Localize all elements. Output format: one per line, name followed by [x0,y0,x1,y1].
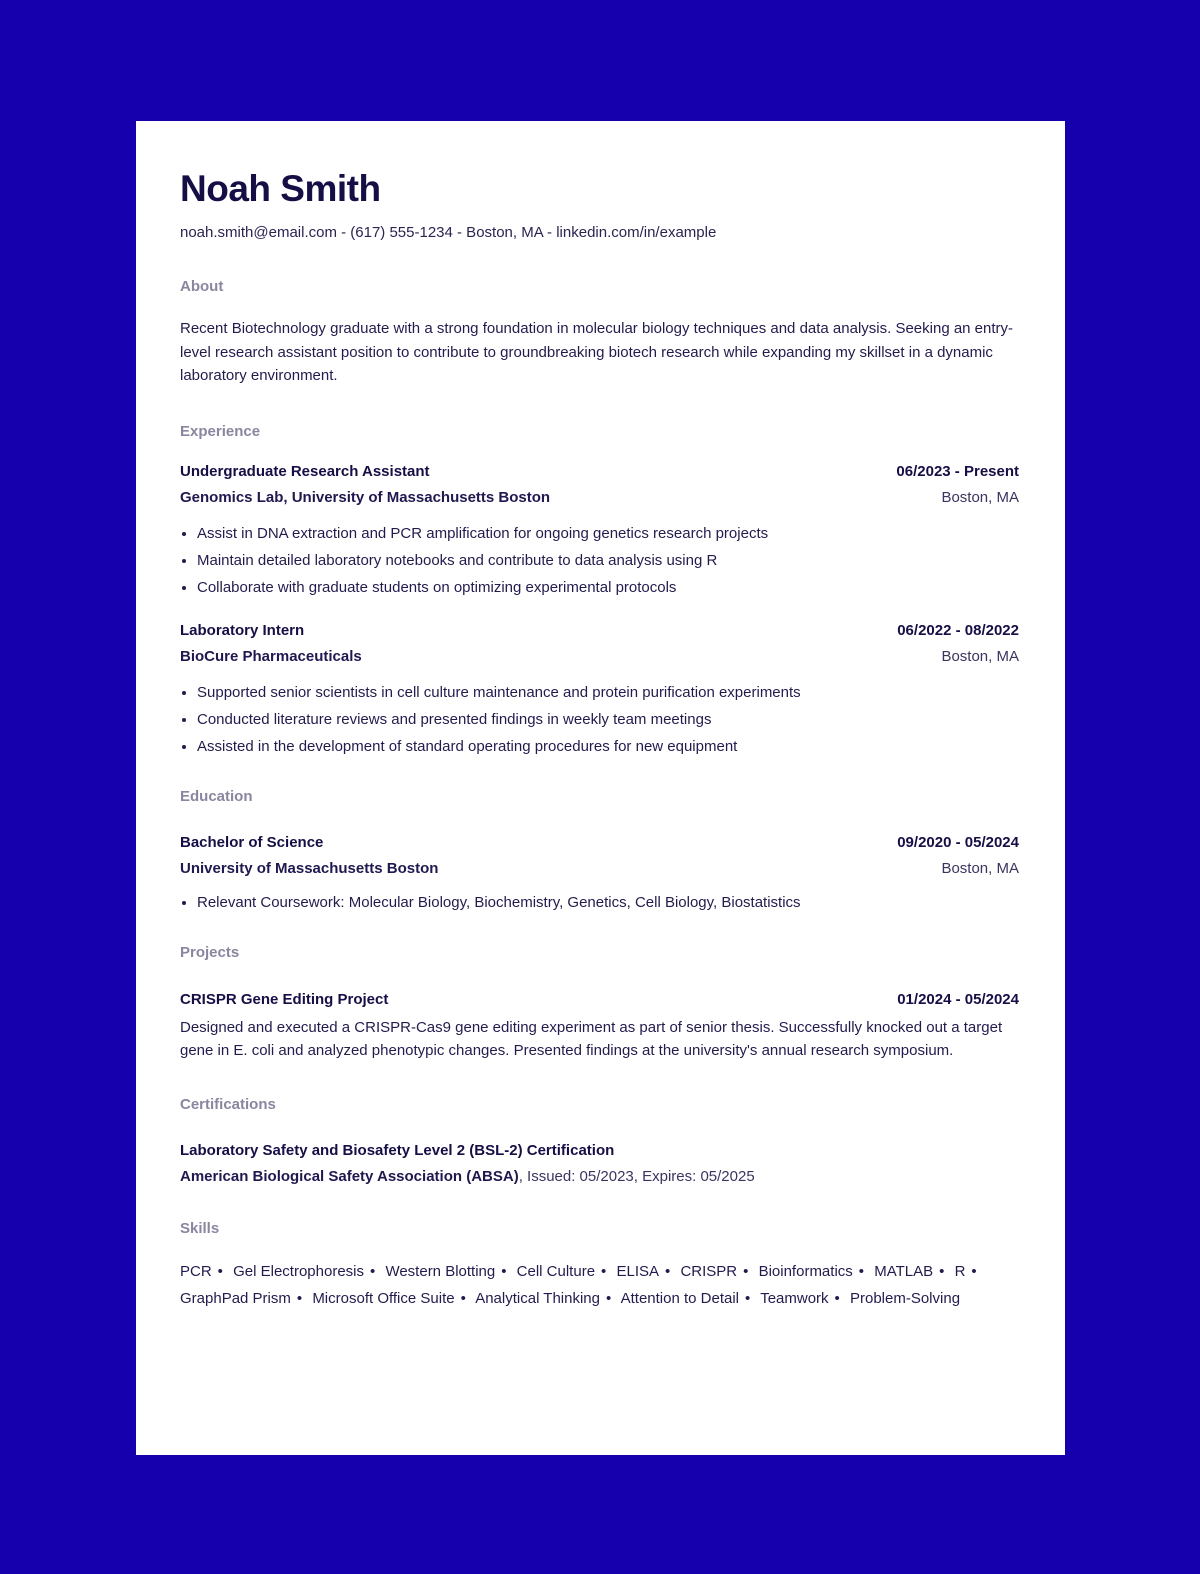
skills-list [180,1258,1019,1312]
skill-item: Cell Culture [516,1262,596,1280]
skill-separator: • [939,1262,945,1280]
list-item: • Conducted literature reviews and presented findings in weekly team meetings [197,710,1019,730]
skill-separator: • [601,1262,607,1280]
job-bullets [180,524,1019,598]
skill-separator: • [745,1289,751,1307]
skill-separator: • [460,1289,466,1307]
section-title-skills: Skills [180,1219,220,1237]
education-location: Boston, MA [941,859,1019,877]
section-title-experience: Experience [180,422,261,440]
job-bullets [180,683,1019,757]
skill-item: Gel Electrophoresis [233,1262,365,1280]
project-dates: 01/2024 - 05/2024 [897,990,1019,1008]
resume-page [136,121,1065,1455]
skill-separator: • [971,1262,977,1280]
certification-name: Laboratory Safety and Biosafety Level 2 (BSL-2) Certification [180,1141,615,1159]
list-item: • Collaborate with graduate students on optimizing experimental protocols [197,578,1019,598]
experience-entry [180,462,1019,598]
skill-item: PCR [180,1262,212,1280]
candidate-name: Noah Smith [180,168,381,209]
job-dates: 06/2023 - Present [896,462,1019,480]
skill-item: R [954,1262,966,1280]
project-name: CRISPR Gene Editing Project [180,990,389,1008]
skill-item: Western Blotting [385,1262,496,1280]
section-title-certifications: Certifications [180,1095,276,1113]
education-bullets [180,893,1019,913]
list-item: • Supported senior scientists in cell culture maintenance and protein purification experiments [197,683,1019,703]
skill-separator: • [858,1262,865,1280]
skill-item: ELISA [616,1262,660,1280]
education-dates: 09/2020 - 05/2024 [897,833,1019,851]
skill-separator: • [296,1289,303,1307]
skill-item: Teamwork [760,1289,829,1307]
certification-issuer-line [180,1167,1019,1187]
contact-line: noah.smith@email.com - (617) 555-1234 - Boston, MA - linkedin.com/in/example [180,224,717,241]
skill-item: Microsoft Office Suite [312,1289,455,1307]
skill-separator: • [834,1289,840,1307]
project-entry [180,990,1019,1063]
degree: Bachelor of Science [180,833,324,851]
skill-item: MATLAB [874,1262,934,1280]
skill-separator: • [217,1262,223,1280]
job-organization: BioCure Pharmaceuticals [180,647,362,665]
skill-separator: • [665,1262,671,1280]
about-text: Recent Biotechnology graduate with a strong foundation in molecular biology techniques and data analysis. Seeking an entry-level research assistant position to contribute to groundbreaking biotech research while expanding my skillset in a dynamic laboratory environment. [180,320,1014,384]
skill-item: Analytical Thinking [475,1289,600,1307]
education-entry [180,833,1019,913]
section-title-about: About [180,278,224,295]
skill-separator: • [606,1289,612,1307]
skill-item: Bioinformatics [758,1262,853,1280]
job-title: Undergraduate Research Assistant [180,462,430,480]
list-item: • Assisted in the development of standard operating procedures for new equipment [197,737,1019,757]
skill-item: CRISPR [680,1262,738,1280]
job-location: Boston, MA [941,488,1019,506]
project-description: Designed and executed a CRISPR-Cas9 gene editing experiment as part of senior thesis. Successfully knocked out a target gene in E. coli and analyzed phenotypic changes. Presented findings at the university's annual research symposium. [180,1018,1003,1059]
skill-item: Attention to Detail [620,1289,740,1307]
skill-separator: • [743,1262,749,1280]
job-organization: Genomics Lab, University of Massachusetts Boston [180,488,551,506]
list-item: • Maintain detailed laboratory notebooks and contribute to data analysis using R [197,551,1019,571]
section-title-education: Education [180,787,253,805]
section-title-projects: Projects [180,943,240,961]
certification-details: , Issued: 05/2023, Expires: 05/2025 [518,1167,755,1185]
list-item: • Relevant Coursework: Molecular Biology, Biochemistry, Genetics, Cell Biology, Biostatistics [197,893,1019,913]
job-dates: 06/2022 - 08/2022 [897,621,1019,639]
skill-item: Problem-Solving [849,1289,961,1307]
school: University of Massachusetts Boston [180,859,439,877]
list-item: • Assist in DNA extraction and PCR amplification for ongoing genetics research projects [197,524,1019,544]
skill-separator: • [501,1262,507,1280]
experience-entry [180,621,1019,757]
skill-separator: • [370,1262,376,1280]
skill-item: GraphPad Prism [180,1289,291,1307]
job-location: Boston, MA [941,647,1019,665]
job-title: Laboratory Intern [180,621,305,639]
certification-issuer: American Biological Safety Association (ABSA) [180,1167,519,1185]
